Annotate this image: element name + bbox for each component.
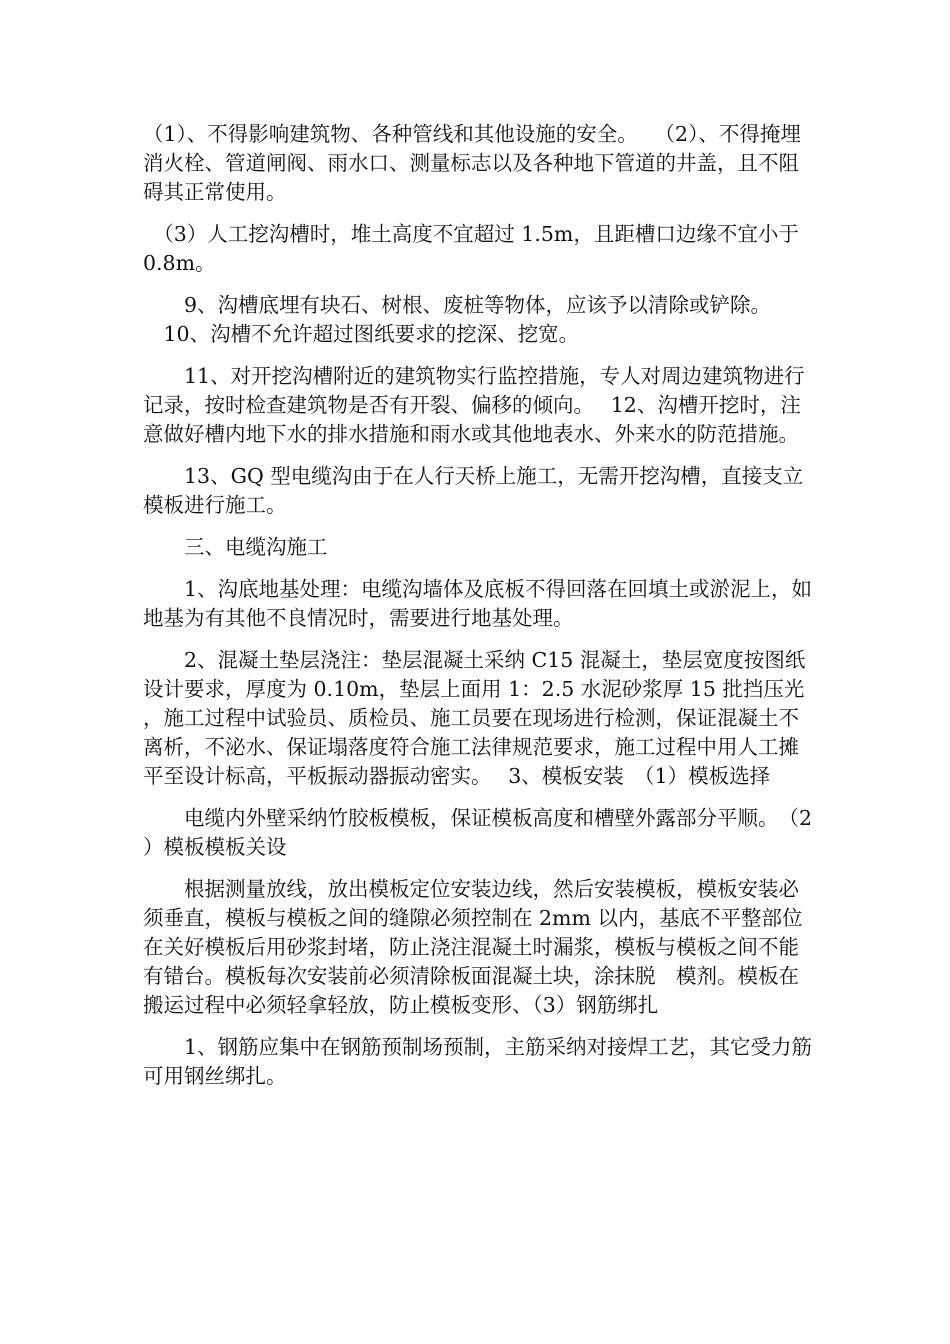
paragraph-formwork-installation: 根据测量放线，放出模板定位安装边线，然后安装模板，模板安装必须垂直，模板与模板之间的缝隙必须控制在 2mm 以内，基底不平整部位在关好模板后用砂浆封堵，防止浇注混凝土时漏浆，模板与模板之间不能有错台。模板每次安装前必须清除板面混凝土块，涂抹脱 模剂。模板在搬运过程中必须轻拿轻放，防止模板变形、（3）钢筋绑扎 [143,877,803,1017]
paragraph-foundation: 1、沟底地基处理：电缆沟墙体及底板不得回落在回填土或淤泥上，如地基为有其他不良情况时，需要进行地基处理。 [143,577,813,630]
paragraph-items-1-2: （1）、不得影响建筑物、各种管线和其他设施的安全。 （2）、不得掩埋消火栓、管道闸阀、雨水口、测量标志以及各种地下管道的井盖，且不阻碍其正常使用。 [143,122,801,204]
paragraph-rebar: 1、钢筋应集中在钢筋预制场预制，主筋采纳对接焊工艺，其它受力筋可用钢丝绑扎。 [143,1035,813,1088]
paragraph-items-11-12: 11、对开挖沟槽附近的建筑物实行监控措施，专人对周边建筑物进行记录，按时检查建筑物是否有开裂、偏移的倾向。 12、沟槽开挖时，注意做好槽内地下水的排水措施和雨水或其他地表水、外来水的防范措施。 [143,364,805,446]
paragraph-cushion-layer: 2、混凝土垫层浇注：垫层混凝土采纳 C15 混凝土，垫层宽度按图纸设计要求，厚度为 0.10m，垫层上面用 1：2.5 水泥砂浆厚 15 批挡压光，施工过程中试验员、质检员、施工员要在现场进行检测，保证混凝土不离析，不泌水、保证塌落度符合施工法律规范要求，施工过程中用人工摊平至设计标高，平板振动器振动密实。 3、模板安装 （1）模板选择 [143,648,806,788]
paragraph-item-3: （3）人工挖沟槽时，堆土高度不宜超过 1.5m，且距槽口边缘不宜小于 0.8m。 [143,222,799,275]
paragraph-item-10: 10、沟槽不允许超过图纸要求的挖深、挖宽。 [163,322,580,346]
paragraph-formwork-selection: 电缆内外壁采纳竹胶板模板，保证模板高度和槽壁外露部分平顺。 （2）模板模板关设 [143,806,813,859]
section-heading: 三、电缆沟施工 [184,535,328,559]
document-page [143,120,815,1104]
paragraph-item-9: 9、沟槽底埋有块石、树根、废桩等物体，应该予以清除或铲除。 [184,293,772,317]
paragraph-item-13: 13、GQ 型电缆沟由于在人行天桥上施工，无需开挖沟槽，直接支立模板进行施工。 [143,464,804,517]
